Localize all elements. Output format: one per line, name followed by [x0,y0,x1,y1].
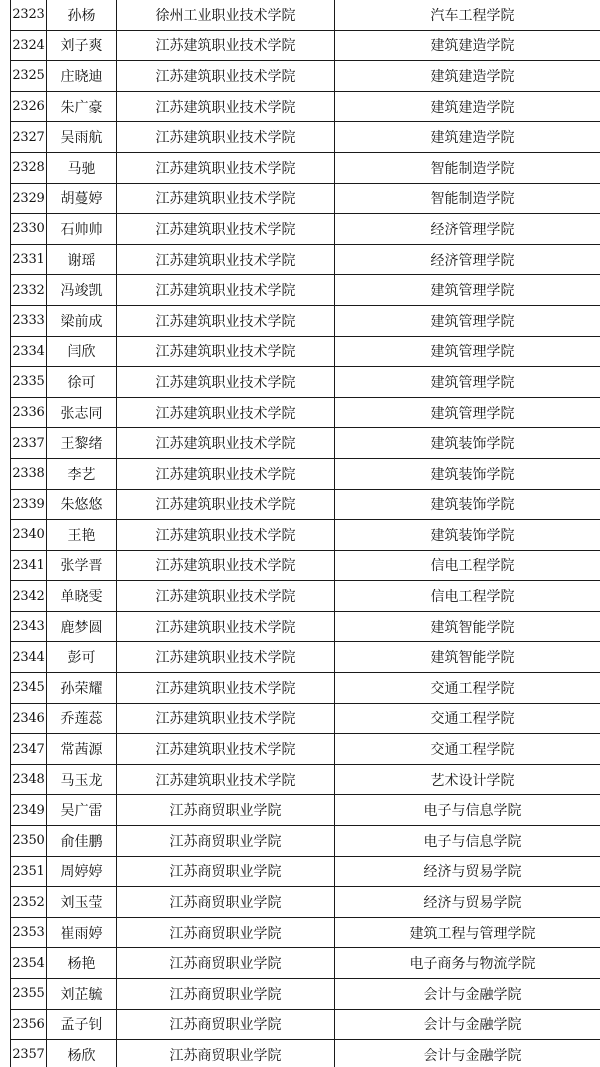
row-number-cell: 2347 [11,734,47,765]
college-cell: 建筑管理学院 [335,397,600,428]
student-name-cell: 刘芷毓 [47,979,117,1010]
table-row [11,642,600,673]
school-cell: 江苏建筑职业技术学院 [117,91,335,122]
student-name-cell: 朱广豪 [47,91,117,122]
school-cell: 江苏商贸职业学院 [117,795,335,826]
school-cell: 江苏商贸职业学院 [117,856,335,887]
table-row [11,887,600,918]
student-name-cell: 孙杨 [47,0,117,30]
table-row [11,214,600,245]
student-name-cell: 孙荣耀 [47,673,117,704]
student-name-cell: 乔莲蕊 [47,703,117,734]
college-cell: 会计与金融学院 [335,979,600,1010]
school-cell: 江苏建筑职业技术学院 [117,489,335,520]
table-row [11,581,600,612]
school-cell: 徐州工业职业技术学院 [117,0,335,30]
college-cell: 建筑智能学院 [335,642,600,673]
table-row [11,764,600,795]
row-number-cell: 2330 [11,214,47,245]
row-number-cell: 2323 [11,0,47,30]
row-number-cell: 2335 [11,367,47,398]
school-cell: 江苏建筑职业技术学院 [117,61,335,92]
table-row [11,275,600,306]
school-cell: 江苏建筑职业技术学院 [117,673,335,704]
row-number-cell: 2353 [11,917,47,948]
table-row [11,703,600,734]
row-number-cell: 2341 [11,550,47,581]
student-name-cell: 朱悠悠 [47,489,117,520]
table-row [11,979,600,1010]
row-number-cell: 2331 [11,244,47,275]
row-number-cell: 2357 [11,1040,47,1067]
student-name-cell: 崔雨婷 [47,917,117,948]
school-cell: 江苏建筑职业技术学院 [117,152,335,183]
school-cell: 江苏建筑职业技术学院 [117,611,335,642]
school-cell: 江苏建筑职业技术学院 [117,703,335,734]
student-name-cell: 吴雨航 [47,122,117,153]
school-cell: 江苏商贸职业学院 [117,948,335,979]
school-cell: 江苏商贸职业学院 [117,1040,335,1067]
table-row [11,61,600,92]
row-number-cell: 2348 [11,764,47,795]
school-cell: 江苏建筑职业技术学院 [117,305,335,336]
row-number-cell: 2344 [11,642,47,673]
student-name-cell: 王艳 [47,520,117,551]
college-cell: 艺术设计学院 [335,764,600,795]
row-number-cell: 2327 [11,122,47,153]
table-row [11,30,600,61]
table-row [11,673,600,704]
school-cell: 江苏建筑职业技术学院 [117,458,335,489]
student-name-cell: 杨艳 [47,948,117,979]
college-cell: 建筑管理学院 [335,305,600,336]
table-row [11,826,600,857]
table-row [11,856,600,887]
row-number-cell: 2356 [11,1009,47,1040]
table-row [11,91,600,122]
table-row [11,1040,600,1067]
school-cell: 江苏建筑职业技术学院 [117,214,335,245]
table-row [11,520,600,551]
school-cell: 江苏建筑职业技术学院 [117,122,335,153]
table-row [11,244,600,275]
table-row [11,183,600,214]
college-cell: 建筑装饰学院 [335,489,600,520]
row-number-cell: 2333 [11,305,47,336]
row-number-cell: 2328 [11,152,47,183]
row-number-cell: 2342 [11,581,47,612]
student-name-cell: 谢瑶 [47,244,117,275]
school-cell: 江苏建筑职业技术学院 [117,367,335,398]
table-row [11,336,600,367]
school-cell: 江苏建筑职业技术学院 [117,244,335,275]
student-name-cell: 马玉龙 [47,764,117,795]
college-cell: 信电工程学院 [335,550,600,581]
college-cell: 经济与贸易学院 [335,856,600,887]
student-name-cell: 徐可 [47,367,117,398]
table-row [11,734,600,765]
row-number-cell: 2334 [11,336,47,367]
school-cell: 江苏建筑职业技术学院 [117,275,335,306]
student-name-cell: 梁前成 [47,305,117,336]
row-number-cell: 2340 [11,520,47,551]
row-number-cell: 2343 [11,611,47,642]
college-cell: 建筑工程与管理学院 [335,917,600,948]
college-cell: 建筑管理学院 [335,336,600,367]
school-cell: 江苏建筑职业技术学院 [117,336,335,367]
college-cell: 汽车工程学院 [335,0,600,30]
college-cell: 建筑建造学院 [335,91,600,122]
row-number-cell: 2349 [11,795,47,826]
row-number-cell: 2332 [11,275,47,306]
student-name-cell: 王黎绪 [47,428,117,459]
document-page [10,0,600,1067]
row-number-cell: 2338 [11,458,47,489]
college-cell: 电子与信息学院 [335,826,600,857]
row-number-cell: 2351 [11,856,47,887]
row-number-cell: 2354 [11,948,47,979]
student-name-cell: 鹿梦圆 [47,611,117,642]
school-cell: 江苏商贸职业学院 [117,826,335,857]
table-row [11,428,600,459]
school-cell: 江苏建筑职业技术学院 [117,428,335,459]
student-name-cell: 张学晋 [47,550,117,581]
college-cell: 建筑智能学院 [335,611,600,642]
school-cell: 江苏商贸职业学院 [117,917,335,948]
school-cell: 江苏建筑职业技术学院 [117,764,335,795]
college-cell: 建筑管理学院 [335,367,600,398]
table-row [11,305,600,336]
table-row [11,1009,600,1040]
college-cell: 经济与贸易学院 [335,887,600,918]
student-name-cell: 孟子钊 [47,1009,117,1040]
college-cell: 建筑建造学院 [335,122,600,153]
row-number-cell: 2337 [11,428,47,459]
school-cell: 江苏建筑职业技术学院 [117,397,335,428]
student-name-cell: 刘子爽 [47,30,117,61]
student-name-cell: 闫欣 [47,336,117,367]
college-cell: 电子商务与物流学院 [335,948,600,979]
student-name-cell: 冯竣凯 [47,275,117,306]
college-cell: 建筑建造学院 [335,30,600,61]
college-cell: 建筑装饰学院 [335,428,600,459]
college-cell: 智能制造学院 [335,152,600,183]
college-cell: 经济管理学院 [335,244,600,275]
school-cell: 江苏建筑职业技术学院 [117,520,335,551]
row-number-cell: 2350 [11,826,47,857]
student-name-cell: 周婷婷 [47,856,117,887]
row-number-cell: 2352 [11,887,47,918]
college-cell: 交通工程学院 [335,673,600,704]
college-cell: 交通工程学院 [335,734,600,765]
student-name-cell: 单晓雯 [47,581,117,612]
student-name-cell: 常茜源 [47,734,117,765]
roster-table [10,0,600,1067]
student-name-cell: 石帅帅 [47,214,117,245]
row-number-cell: 2346 [11,703,47,734]
college-cell: 交通工程学院 [335,703,600,734]
row-number-cell: 2355 [11,979,47,1010]
row-number-cell: 2325 [11,61,47,92]
table-row [11,611,600,642]
row-number-cell: 2336 [11,397,47,428]
student-name-cell: 李艺 [47,458,117,489]
student-name-cell: 刘玉莹 [47,887,117,918]
table-row [11,122,600,153]
student-name-cell: 俞佳鹏 [47,826,117,857]
school-cell: 江苏商贸职业学院 [117,979,335,1010]
school-cell: 江苏建筑职业技术学院 [117,183,335,214]
school-cell: 江苏建筑职业技术学院 [117,581,335,612]
student-name-cell: 马驰 [47,152,117,183]
table-row [11,458,600,489]
school-cell: 江苏建筑职业技术学院 [117,734,335,765]
table-row [11,152,600,183]
college-cell: 建筑装饰学院 [335,458,600,489]
table-row [11,948,600,979]
college-cell: 会计与金融学院 [335,1040,600,1067]
table-row [11,795,600,826]
college-cell: 经济管理学院 [335,214,600,245]
table-row [11,367,600,398]
student-name-cell: 吴广雷 [47,795,117,826]
college-cell: 智能制造学院 [335,183,600,214]
school-cell: 江苏建筑职业技术学院 [117,30,335,61]
college-cell: 信电工程学院 [335,581,600,612]
school-cell: 江苏商贸职业学院 [117,1009,335,1040]
college-cell: 电子与信息学院 [335,795,600,826]
row-number-cell: 2324 [11,30,47,61]
student-name-cell: 彭可 [47,642,117,673]
school-cell: 江苏商贸职业学院 [117,887,335,918]
row-number-cell: 2339 [11,489,47,520]
school-cell: 江苏建筑职业技术学院 [117,550,335,581]
student-name-cell: 杨欣 [47,1040,117,1067]
table-row [11,489,600,520]
table-row [11,397,600,428]
college-cell: 建筑装饰学院 [335,520,600,551]
row-number-cell: 2329 [11,183,47,214]
row-number-cell: 2345 [11,673,47,704]
student-name-cell: 胡蔓婷 [47,183,117,214]
table-row [11,0,600,30]
student-name-cell: 庄晓迪 [47,61,117,92]
school-cell: 江苏建筑职业技术学院 [117,642,335,673]
college-cell: 会计与金融学院 [335,1009,600,1040]
college-cell: 建筑管理学院 [335,275,600,306]
table-row [11,550,600,581]
table-row [11,917,600,948]
student-name-cell: 张志同 [47,397,117,428]
row-number-cell: 2326 [11,91,47,122]
roster-table-body [11,0,600,1067]
college-cell: 建筑建造学院 [335,61,600,92]
